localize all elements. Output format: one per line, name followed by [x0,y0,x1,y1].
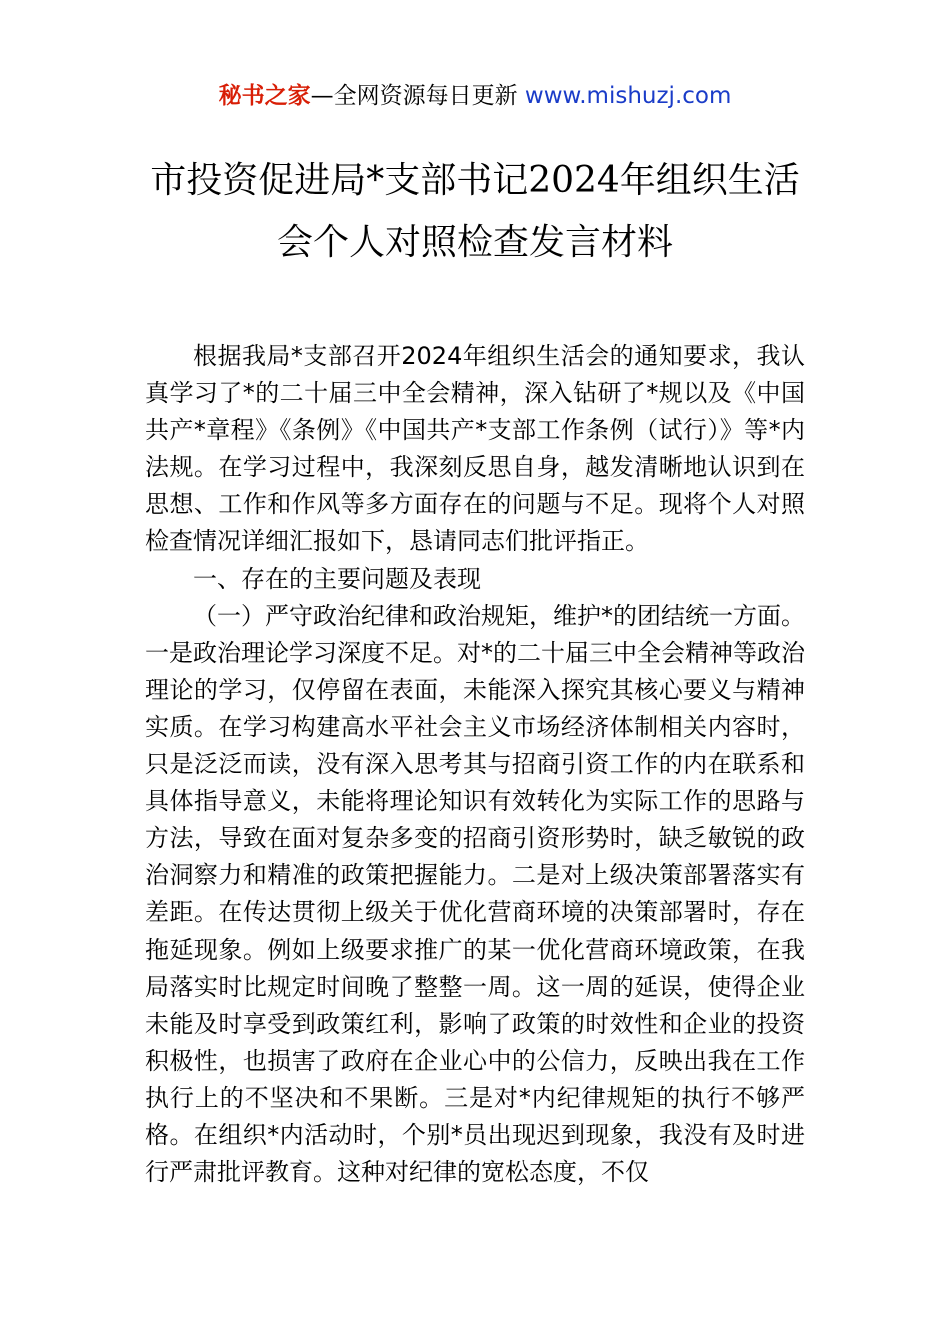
section-paragraph: （一）严守政治纪律和政治规矩，维护*的团结统一方面。一是政治理论学习深度不足。对*的二十届三中全会精神等政治理论的学习，仅停留在表面，未能深入探究其核心要义与精神实质。在学习构建高水平社会主义市场经济体制相关内容时，只是泛泛而读，没有深入思考其与招商引资工作的内在联系和具体指导意义，未能将理论知识有效转化为实际工作的思路与方法，导致在面对复杂多变的招商引资形势时，缺乏敏锐的政治洞察力和精准的政策把握能力。二是对上级决策部署落实有差距。在传达贯彻上级关于优化营商环境的决策部署时，存在拖延现象。例如上级要求推广的某一优化营商环境政策，在我局落实时比规定时间晚了整整一周。这一周的延误，使得企业未能及时享受到政策红利，影响了政策的时效性和企业的投资积极性，也损害了政府在企业心中的公信力，反映出我在工作执行上的不坚决和不果断。三是对*内纪律规矩的执行不够严格。在组织*内活动时，个别*员出现迟到现象，我没有及时进行严肃批评教育。这种对纪律的宽松态度，不仅 [145,601,805,1187]
section-heading: 一、存在的主要问题及表现 [193,564,481,593]
site-header-banner [0,80,950,112]
document-title-line-1: 市投资促进局*支部书记2024年组织生活 [150,160,800,201]
site-url-link[interactable]: www.mishuzj.com [524,83,732,109]
intro-paragraph: 根据我局*支部召开2024年组织生活会的通知要求，我认真学习了*的二十届三中全会精神，深入钻研了*规以及《中国共产*章程》《条例》《中国共产*支部工作条例（试行）》等*内法规。在学习过程中，我深刻反思自身，越发清晰地认识到在思想、工作和作风等多方面存在的问题与不足。现将个人对照检查情况详细汇报如下，恳请同志们批评指正。 [145,342,805,556]
document-title [100,150,850,274]
site-tagline: —全网资源每日更新 [310,83,525,109]
document-title-line-2: 会个人对照检查发言材料 [276,222,673,263]
document-body [145,338,805,1191]
site-brand-name: 秘书之家 [218,83,311,109]
